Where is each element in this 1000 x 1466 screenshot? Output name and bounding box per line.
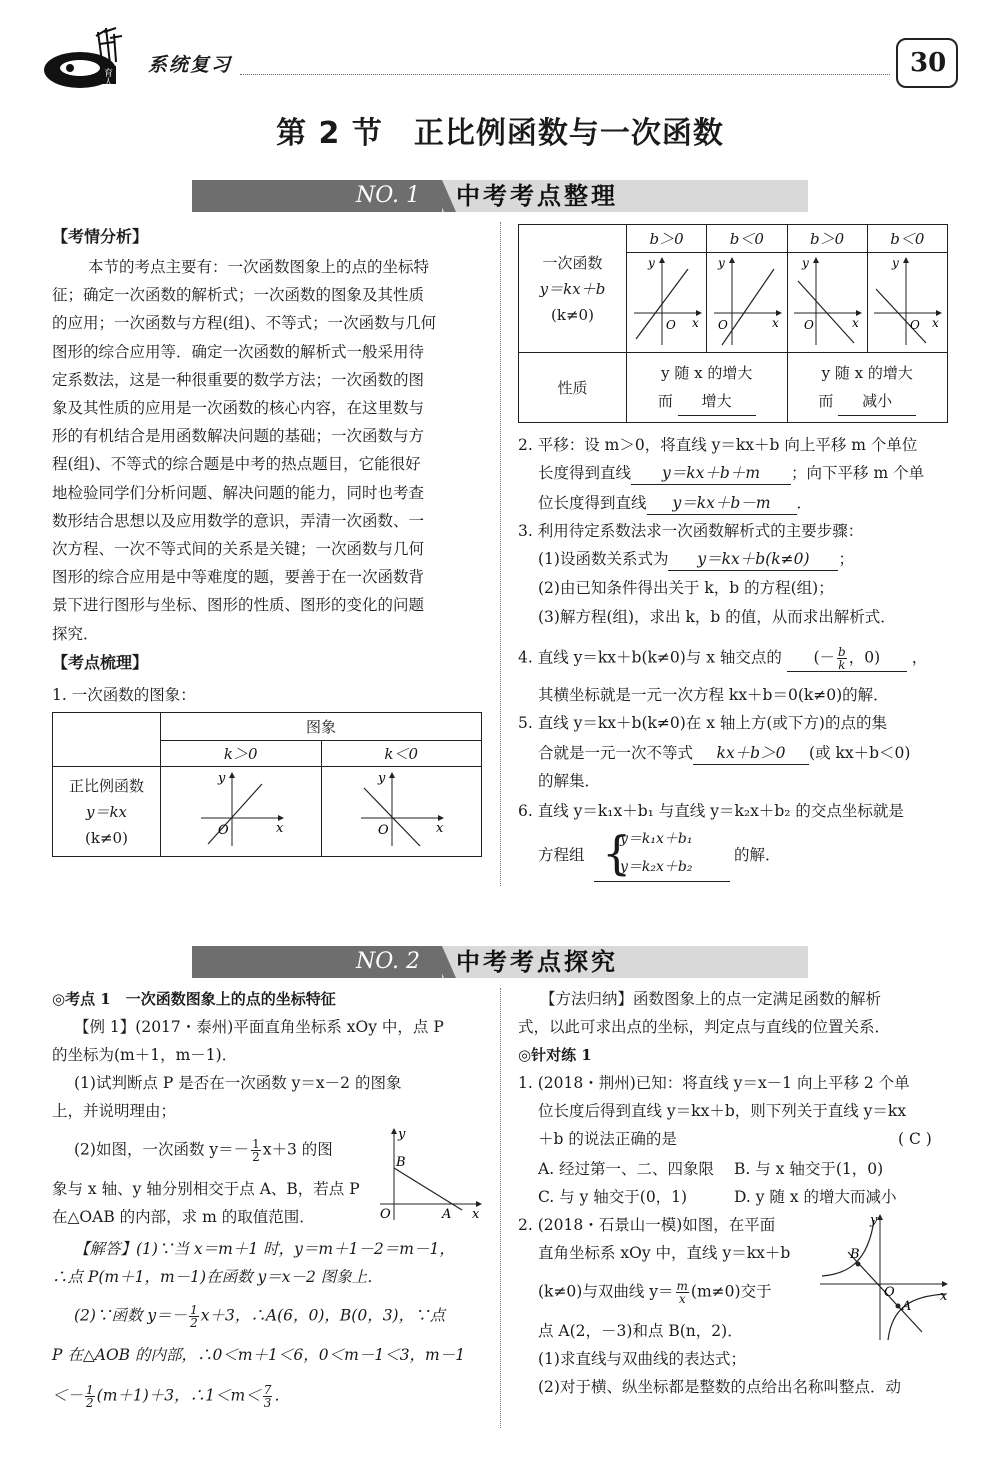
axis-y-label: y xyxy=(717,255,725,270)
example1-figure xyxy=(372,1126,484,1222)
point4-line1 xyxy=(518,646,927,672)
fill-blank: kx＋b＞0 xyxy=(693,742,809,765)
prop-text: 而 xyxy=(657,392,673,410)
question2-line: 点 A(2，－3)和点 B(n，2)． xyxy=(538,1322,743,1340)
kaodian-heading: ◎考点 1 一次函数图象上的点的坐标特征 xyxy=(52,990,336,1008)
solution-line xyxy=(52,1384,290,1409)
graph-k-pos-b-pos xyxy=(632,255,702,347)
table2-col: b＜0 xyxy=(867,225,947,253)
option-b: B. 与 x 轴交于(1，0) xyxy=(734,1160,884,1178)
text: ， xyxy=(911,648,928,667)
table2-prop-decrease xyxy=(787,353,948,423)
table2-col: b＞0 xyxy=(787,225,867,253)
example-line xyxy=(74,1138,333,1163)
table2-prop-label: 性质 xyxy=(519,353,627,423)
axis-x-label: x xyxy=(771,315,779,330)
analysis-line: 征；确定一次函数的解析式；一次函数的图象及其性质 xyxy=(52,286,425,305)
fraction xyxy=(837,646,847,671)
question1-answer: ( C ) xyxy=(898,1130,932,1148)
table2-row-label xyxy=(519,225,627,353)
fraction-den: x xyxy=(678,1292,686,1306)
fraction xyxy=(676,1280,689,1305)
axis-x-label: x xyxy=(472,1207,480,1222)
analysis-heading: 【考情分析】 xyxy=(52,227,149,246)
solution-line xyxy=(74,1304,445,1329)
question2-line: 2. (2018・石景山一模)如图，在平面 xyxy=(518,1216,776,1234)
solution-line: P 在△AOB 的内部，∴0＜m＋1＜6，0＜m－1＜3，m－1 xyxy=(52,1346,466,1364)
axis-y-label: y xyxy=(398,1127,406,1142)
column-divider xyxy=(500,988,501,1428)
axis-x-label: x xyxy=(940,1289,948,1304)
text: (m＋1)＋3，∴1＜m＜ xyxy=(96,1386,261,1405)
axis-y-label: y xyxy=(870,1213,878,1228)
axis-x-label: x xyxy=(932,315,940,330)
equation: y＝k₁x＋b₁ xyxy=(620,831,693,847)
fill-blank-line xyxy=(594,881,730,882)
point-b-label: B xyxy=(850,1247,860,1262)
text: 长度得到直线 xyxy=(538,464,632,482)
analysis-line: 象及其性质的应用是一次函数的核心内容，在这里数与 xyxy=(52,399,425,417)
axis-y-label: y xyxy=(217,770,226,786)
fraction xyxy=(85,1384,95,1409)
text: (1)设函数关系式为 xyxy=(538,550,669,568)
analysis-line: 次方程、一次不等式间的关系是关键；一次函数与几何 xyxy=(52,540,425,558)
table-col-k-positive: k＞0 xyxy=(161,741,322,767)
text: (或 kx＋b＜0) xyxy=(809,744,911,762)
solution-line: 【解答】(1)∵当 x＝m＋1 时，y＝m＋1－2＝m－1， xyxy=(74,1240,455,1258)
axis-x-label: x xyxy=(436,820,444,836)
point5-line3: 的解集． xyxy=(538,772,601,790)
example-line: 象与 x 轴、y 轴分别相交于点 A、B，若点 P xyxy=(52,1180,360,1198)
graph-cell xyxy=(321,767,482,857)
fraction-den: 3 xyxy=(263,1396,272,1410)
point2-line1: 2. 平移：设 m＞0，将直线 y＝kx＋b 向上平移 m 个单位 xyxy=(518,436,918,454)
point-b-label: B xyxy=(396,1155,406,1170)
method-line: 【方法归纳】函数图象上的点一定满足函数的解析 xyxy=(540,990,882,1008)
text: (2)如图，一次函数 y＝－ xyxy=(74,1140,250,1159)
graph-k-pos-b-neg xyxy=(712,255,782,347)
analysis-line: 探究． xyxy=(52,624,99,643)
row-label-line: y＝kx＋b xyxy=(539,279,606,298)
axis-y-label: y xyxy=(802,255,809,270)
option-c: C. 与 y 轴交于(0，1) xyxy=(538,1188,688,1206)
row-label-line: 正比例函数 xyxy=(68,776,144,795)
question1-line: 1. (2018・荆州)已知：将直线 y＝x－1 向上平移 2 个单 xyxy=(518,1074,910,1092)
banner-title: 中考考点探究 xyxy=(456,948,618,976)
row-label-line: (k≠0) xyxy=(551,305,594,324)
solution-line: ∴点 P(m＋1，m－1)在函数 y＝x－2 图象上． xyxy=(52,1268,383,1286)
graph-cell xyxy=(707,253,787,353)
graph-proportional-negative xyxy=(356,770,446,850)
text: 位长度得到直线 xyxy=(538,494,647,512)
page-number-frame xyxy=(896,38,958,88)
fraction-num: 7 xyxy=(263,1383,272,1397)
text: 合就是一元一次不等式 xyxy=(538,744,694,762)
graph-k-neg-b-pos xyxy=(792,255,862,347)
series-label: 系统复习 xyxy=(148,54,233,76)
logo-text: 育人 xyxy=(102,68,112,86)
table-corner xyxy=(53,713,161,767)
method-line: 式，以此可求出点的坐标，判定点与直线的位置关系． xyxy=(518,1018,891,1036)
analysis-line: 图形的综合应用等．确定一次函数的解析式一般采用待 xyxy=(52,342,425,361)
banner-title: 中考考点整理 xyxy=(456,182,618,210)
axis-x-label: x xyxy=(275,820,284,836)
banner-slash-icon xyxy=(430,946,456,978)
text: x＋3 的图 xyxy=(262,1140,333,1159)
point6-system xyxy=(538,826,958,886)
fill-blank: y＝kx＋b－m xyxy=(647,492,797,515)
graph-k-neg-b-neg xyxy=(872,255,942,347)
fraction-num: 1 xyxy=(252,1137,260,1151)
text: (2)∵函数 y＝－ xyxy=(74,1306,188,1325)
analysis-line: 定系数法，这是一种很重要的数学方法；一次函数的图 xyxy=(52,370,425,389)
banner-number: NO. 1 xyxy=(356,183,420,208)
question2-line: 直角坐标系 xOy 中，直线 y＝kx＋b xyxy=(538,1244,791,1262)
table2-prop-increase xyxy=(627,353,788,423)
origin-label: O xyxy=(665,317,676,332)
section-title: 第 2 节 正比例函数与一次函数 xyxy=(276,116,724,151)
text: ；向下平移 m 个单 xyxy=(791,464,925,482)
origin-label: O xyxy=(380,1207,391,1222)
fraction-num: m xyxy=(676,1279,688,1293)
question2-figure xyxy=(818,1212,950,1342)
analysis-line: 程(组)、不等式的综合题是中考的热点题目，它能很好 xyxy=(52,455,421,474)
banner-number: NO. 2 xyxy=(356,949,420,974)
analysis-line: 数形结合思想以及应用数学的意识，弄清一次函数、一 xyxy=(52,511,425,530)
point-a-label: A xyxy=(442,1207,452,1222)
fill-blank: y＝kx＋b(k≠0) xyxy=(668,548,838,571)
text: ； xyxy=(838,550,854,568)
text: (－ xyxy=(813,648,836,667)
point2-line3 xyxy=(538,492,812,515)
fraction-den: 2 xyxy=(252,1150,260,1164)
fraction-den: k xyxy=(838,658,846,672)
point4-line2: 其横坐标就是一元一次方程 kx＋b＝0(k≠0)的解． xyxy=(538,686,889,704)
graph-cell xyxy=(161,767,322,857)
fraction xyxy=(251,1138,261,1163)
question1-line: ＋b 的说法正确的是 xyxy=(538,1130,677,1148)
origin-label: O xyxy=(910,317,921,332)
analysis-line: 图形的综合应用是中等难度的题，要善于在一次函数背 xyxy=(52,568,425,587)
question1-line: 位长度后得到直线 y＝kx＋b，则下列关于直线 y＝kx xyxy=(538,1102,907,1120)
analysis-line: 地检验同学们分析问题、解决问题的能力，同时也考查 xyxy=(52,483,425,502)
column-divider xyxy=(500,222,501,886)
axis-y-label: y xyxy=(378,770,386,786)
fraction-den: 2 xyxy=(190,1316,198,1330)
brace-icon: { xyxy=(602,826,632,880)
analysis-line: 的应用；一次函数与方程(组)、不等式；一次函数与几何 xyxy=(52,314,437,333)
origin-label: O xyxy=(717,317,728,332)
text: ，0) xyxy=(848,648,881,667)
example-line: (1)试判断点 P 是否在一次函数 y＝x－2 的图象 xyxy=(74,1074,402,1092)
header-rule xyxy=(240,74,890,75)
option-a: A. 经过第一、二、四象限 xyxy=(538,1160,715,1178)
fraction xyxy=(189,1304,199,1329)
page-number: 30 xyxy=(910,48,947,78)
text: 的解． xyxy=(734,846,781,864)
axis-y-label: y xyxy=(647,255,655,270)
text: ＜－ xyxy=(52,1386,84,1405)
fraction-num: 1 xyxy=(86,1383,94,1397)
point5-line2 xyxy=(538,742,910,765)
origin-label: O xyxy=(804,317,814,332)
text: ． xyxy=(796,494,813,512)
text: x＋3，∴A(6，0)，B(0，3)，∵点 xyxy=(200,1306,446,1325)
text: (m≠0)交于 xyxy=(690,1282,772,1301)
question2-line xyxy=(538,1280,772,1305)
practice-heading: ◎针对练 1 xyxy=(518,1046,592,1064)
graph-cell xyxy=(787,253,867,353)
question2-line: (1)求直线与双曲线的表达式； xyxy=(538,1350,746,1368)
outline-heading: 【考点梳理】 xyxy=(52,653,149,672)
table-col-k-negative: k＜0 xyxy=(321,741,482,767)
point2-line2 xyxy=(538,462,924,485)
linear-graph-table xyxy=(52,712,482,857)
text: (k≠0)与双曲线 y＝ xyxy=(538,1282,674,1301)
text: 4. 直线 y＝kx＋b(k≠0)与 x 轴交点的 xyxy=(518,648,782,667)
prop-line xyxy=(627,387,787,416)
outline-item1: 1. 一次函数的图象： xyxy=(52,686,196,704)
example-line: 在△OAB 的内部，求 m 的取值范围． xyxy=(52,1208,315,1226)
graph-proportional-positive xyxy=(196,770,286,850)
origin-label: O xyxy=(884,1285,895,1300)
example-line: 的坐标为(m＋1，m－1)． xyxy=(52,1046,238,1064)
point3-line4: (3)解方程(组)，求出 k，b 的值，从而求出解析式． xyxy=(538,608,896,626)
axis-x-label: x xyxy=(691,315,699,330)
prop-fill: 增大 xyxy=(678,387,756,416)
fraction-num: b xyxy=(838,645,846,659)
prop-text: 而 xyxy=(818,392,834,410)
table-row-label xyxy=(53,767,161,857)
fraction xyxy=(263,1384,273,1409)
point3-line2 xyxy=(538,548,854,571)
fill-blank xyxy=(787,646,907,672)
fraction-num: 1 xyxy=(190,1303,198,1317)
point5-line1: 5. 直线 y＝kx＋b(k≠0)在 x 轴上方(或下方)的点的集 xyxy=(518,714,887,732)
row-label-line: y＝kx xyxy=(85,802,128,821)
linear-function-table xyxy=(518,224,948,423)
axis-x-label: x xyxy=(852,315,859,330)
fill-blank: y＝kx＋b＋m xyxy=(631,462,791,485)
banner-slash-icon xyxy=(430,180,456,212)
example-line: 【例 1】(2017・泰州)平面直角坐标系 xOy 中，点 P xyxy=(74,1018,444,1036)
analysis-line: 景下进行图形与坐标、图形的性质、图形的变化的问题 xyxy=(52,596,425,615)
prop-fill: 减小 xyxy=(838,387,916,416)
option-d: D. y 随 x 的增大而减小 xyxy=(734,1188,897,1206)
row-label-line: 一次函数 xyxy=(542,253,603,272)
row-label-line: (k≠0) xyxy=(85,828,128,847)
fraction-den: 2 xyxy=(86,1396,94,1410)
point3-line3: (2)由已知条件得出关于 k，b 的方程(组)； xyxy=(538,579,834,597)
point-a-label: A xyxy=(902,1299,912,1314)
graph-cell xyxy=(627,253,707,353)
equation: y＝k₂x＋b₂ xyxy=(620,859,693,875)
graph-cell xyxy=(867,253,947,353)
prop-text: y 随 x 的增大 xyxy=(661,364,753,382)
prop-text: y 随 x 的增大 xyxy=(821,364,913,382)
prop-line xyxy=(788,387,948,416)
logo-icon xyxy=(40,22,140,90)
point3-line1: 3. 利用待定系数法求一次函数解析式的主要步骤： xyxy=(518,522,864,540)
point6-line1: 6. 直线 y＝k₁x＋b₁ 与直线 y＝k₂x＋b₂ 的交点坐标就是 xyxy=(518,802,904,820)
origin-label: O xyxy=(217,822,229,838)
text: 方程组 xyxy=(538,846,585,864)
axis-y-label: y xyxy=(892,255,900,270)
text: ． xyxy=(274,1386,290,1405)
table2-col: b＜0 xyxy=(707,225,787,253)
analysis-line: 本节的考点主要有：一次函数图象上的点的坐标特 xyxy=(88,258,430,276)
analysis-line: 形的有机结合是用函数解决问题的基础；一次函数与方 xyxy=(52,427,425,446)
table-header: 图象 xyxy=(161,713,482,741)
question2-line: (2)对于横、纵坐标都是整数的点给出名称叫整点．动 xyxy=(538,1378,901,1396)
table2-col: b＞0 xyxy=(627,225,707,253)
origin-label: O xyxy=(378,822,389,838)
example-line: 上，并说明理由； xyxy=(52,1102,177,1120)
